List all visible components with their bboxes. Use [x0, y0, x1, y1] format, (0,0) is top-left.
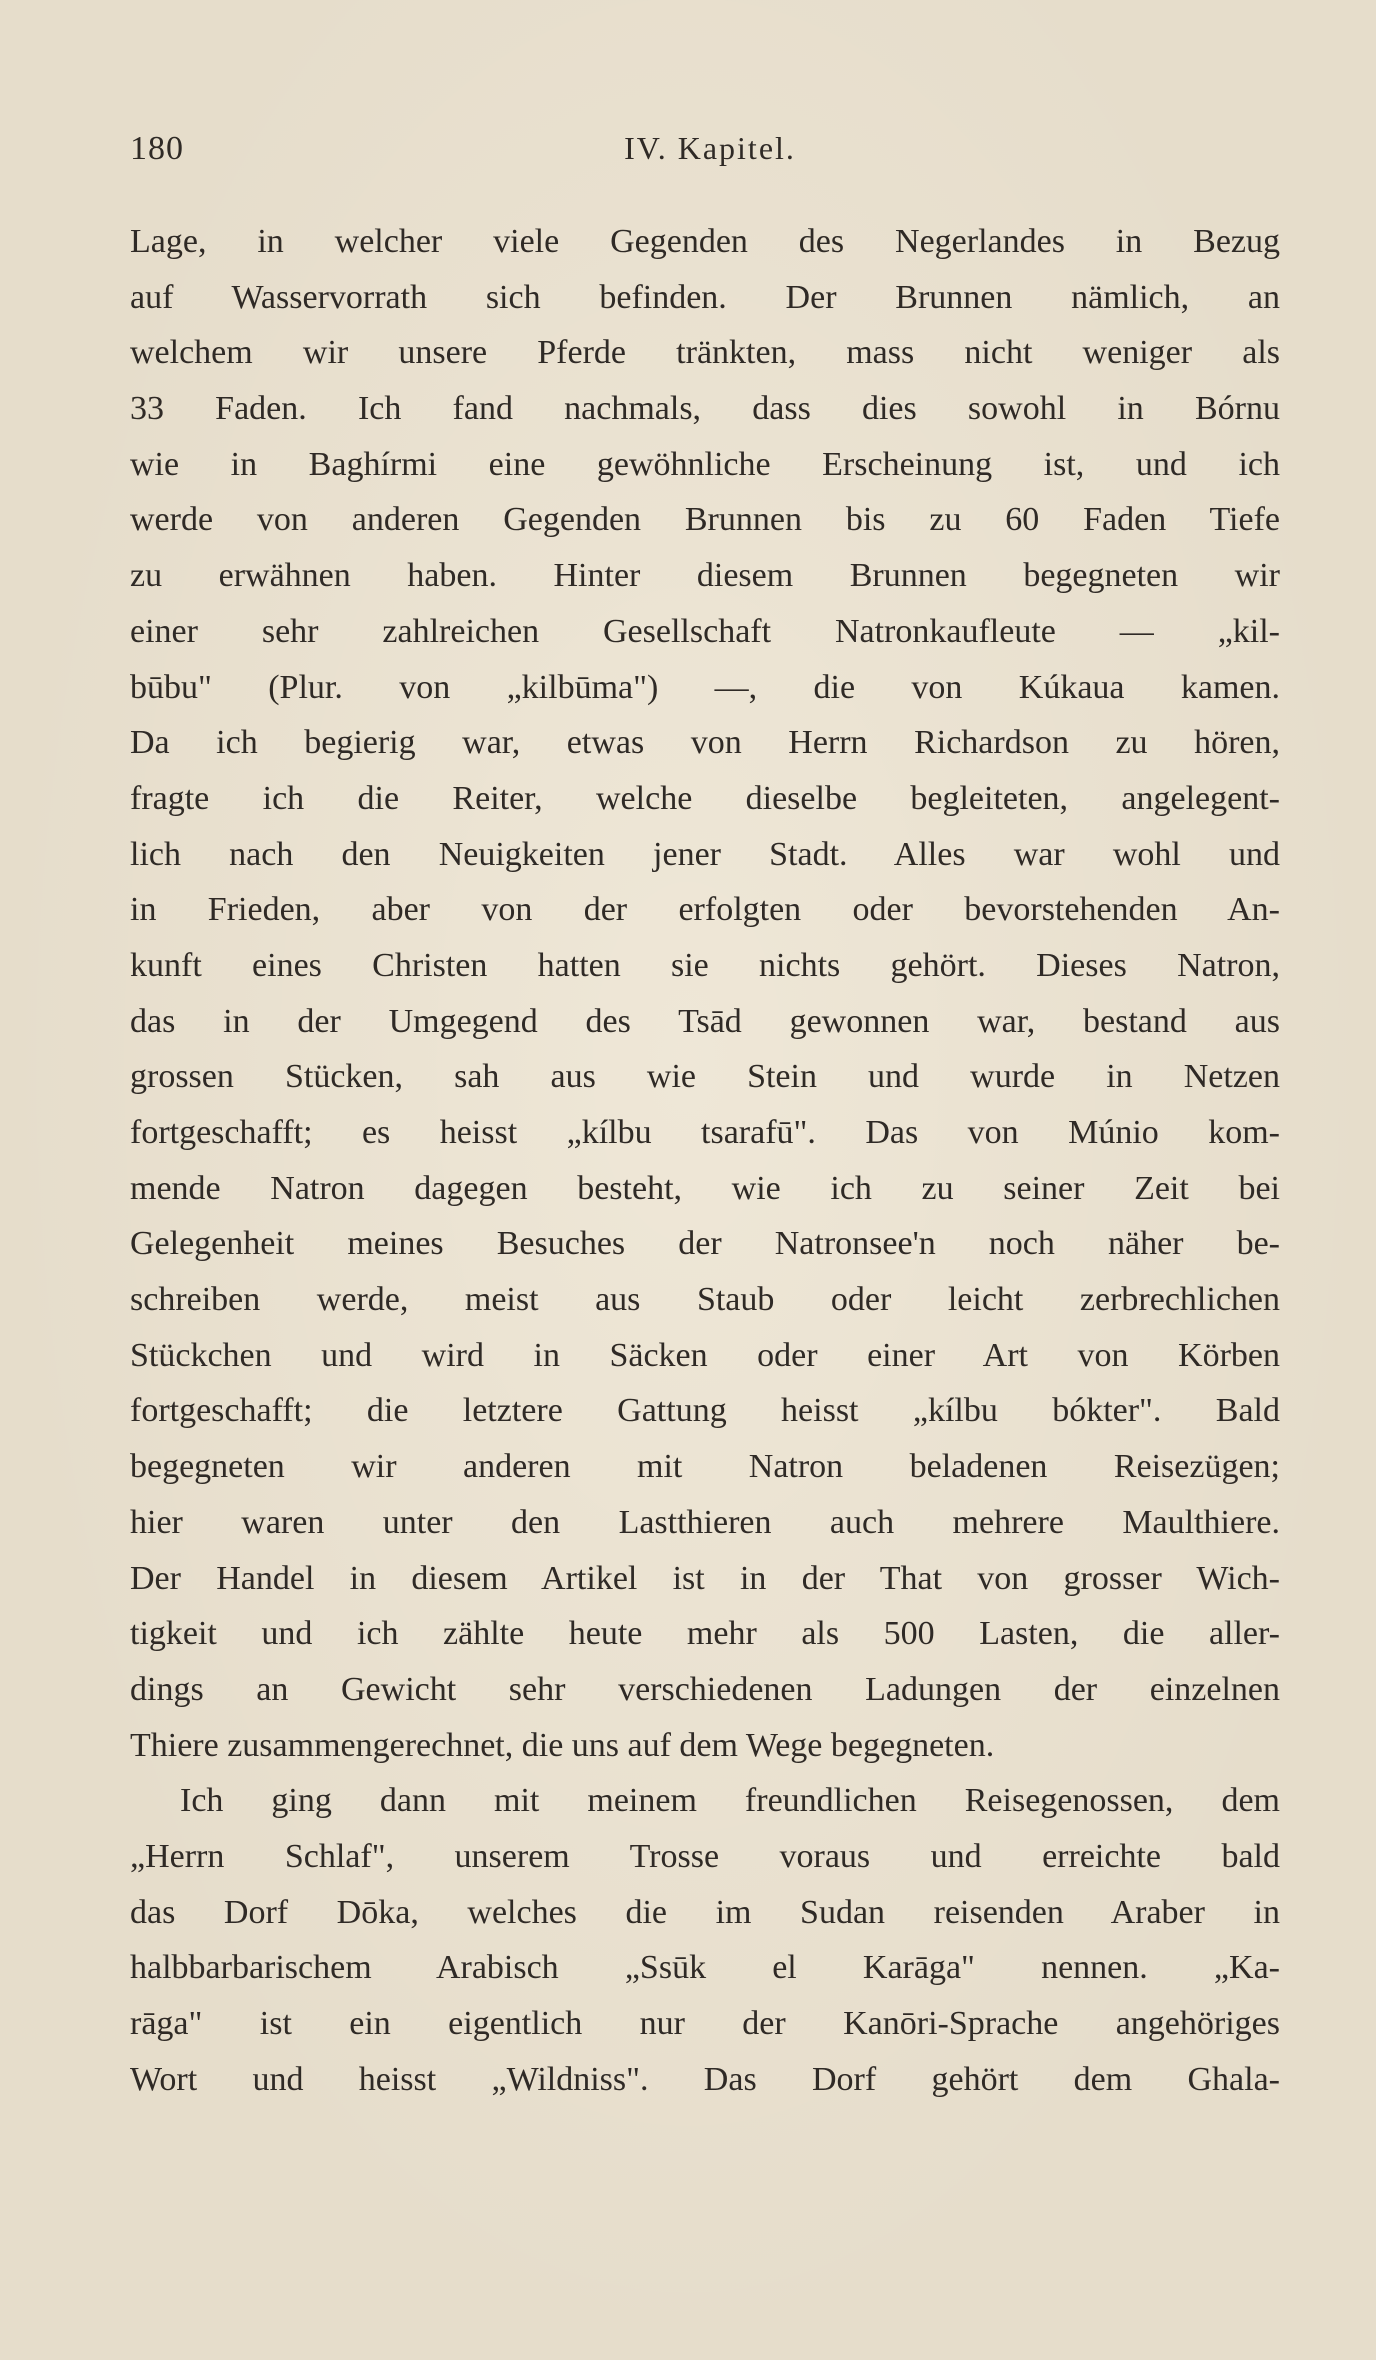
text-line: hier waren unter den Lastthieren auch mehrere Maulthiere.	[130, 1503, 1280, 1541]
paragraph-2	[130, 1773, 1280, 2107]
text-line: fortgeschafft; es heisst „kílbu tsarafū". Das von Múnio kom-	[130, 1114, 1280, 1151]
text-line: Gelegenheit meines Besuches der Natronsee'n noch näher be-	[130, 1225, 1280, 1263]
text-line: būbu" (Plur. von „kilbūma") —, die von Kúkaua kamen.	[130, 668, 1280, 706]
page-number: 180	[130, 130, 184, 167]
text-line: lich nach den Neuigkeiten jener Stadt. Alles war wohl und	[130, 835, 1280, 873]
text-line: welchem wir unsere Pferde tränkten, mass nicht weniger als	[130, 334, 1280, 372]
text-line: schreiben werde, meist aus Staub oder leicht zerbrechlichen	[130, 1281, 1280, 1319]
text-line: mende Natron dagegen besteht, wie ich zu seiner Zeit bei	[130, 1169, 1280, 1207]
text-line: auf Wasservorrath sich befinden. Der Brunnen nämlich, an	[130, 278, 1280, 316]
text-line: begegneten wir anderen mit Natron beladenen Reisezügen;	[130, 1448, 1280, 1486]
text-line: Wort und heisst „Wildniss". Das Dorf gehört dem Ghala-	[130, 2060, 1280, 2098]
text-line: in Frieden, aber von der erfolgten oder bevorstehenden An-	[130, 891, 1280, 929]
text-line: kunft eines Christen hatten sie nichts gehört. Dieses Natron,	[130, 946, 1280, 984]
text-line: Stückchen und wird in Säcken oder einer Art von Körben	[130, 1336, 1280, 1374]
text-line: werde von anderen Gegenden Brunnen bis zu 60 Faden Tiefe	[130, 501, 1280, 539]
text-line: grossen Stücken, sah aus wie Stein und wurde in Netzen	[130, 1058, 1280, 1096]
text-line: tigkeit und ich zählte heute mehr als 500 Lasten, die aller-	[130, 1615, 1280, 1653]
text-line: einer sehr zahlreichen Gesellschaft Natronkaufleute — „kil-	[130, 612, 1280, 650]
running-head	[130, 130, 1290, 190]
paragraph-1	[130, 214, 1280, 1773]
text-line: fortgeschafft; die letztere Gattung heisst „kílbu bókter". Bald	[130, 1392, 1280, 1430]
text-line: dings an Gewicht sehr verschiedenen Ladungen der einzelnen	[130, 1670, 1280, 1708]
text-line: das in der Umgegend des Tsād gewonnen war, bestand aus	[130, 1002, 1280, 1040]
text-line: fragte ich die Reiter, welche dieselbe begleiteten, angelegent-	[130, 779, 1280, 817]
text-line: zu erwähnen haben. Hinter diesem Brunnen begegneten wir	[130, 557, 1280, 595]
text-line: 33 Faden. Ich fand nachmals, dass dies sowohl in Bórnu	[130, 390, 1280, 428]
text-line: rāga" ist ein eigentlich nur der Kanōri-Sprache angehöriges	[130, 2005, 1280, 2042]
text-line: Thiere zusammengerechnet, die uns auf dem Wege begegneten.	[130, 1726, 995, 1764]
text-line: halbbarbarischem Arabisch „Ssūk el Karāga" nennen. „Ka-	[130, 1949, 1280, 1987]
text-line: Lage, in welcher viele Gegenden des Negerlandes in Bezug	[130, 223, 1280, 260]
chapter-heading: IV. Kapitel.	[624, 130, 796, 166]
text-line: Ich ging dann mit meinem freundlichen Reisegenossen, dem	[180, 1782, 1280, 1820]
text-line: das Dorf Dōka, welches die im Sudan reisenden Araber in	[130, 1893, 1280, 1931]
text-line: „Herrn Schlaf", unserem Trosse voraus und erreichte bald	[130, 1837, 1280, 1875]
text-line: Der Handel in diesem Artikel ist in der That von grosser Wich-	[130, 1559, 1280, 1597]
text-line: wie in Baghírmi eine gewöhnliche Erscheinung ist, und ich	[130, 445, 1280, 483]
body-text	[130, 214, 1280, 2107]
text-line: Da ich begierig war, etwas von Herrn Richardson zu hören,	[130, 724, 1280, 762]
